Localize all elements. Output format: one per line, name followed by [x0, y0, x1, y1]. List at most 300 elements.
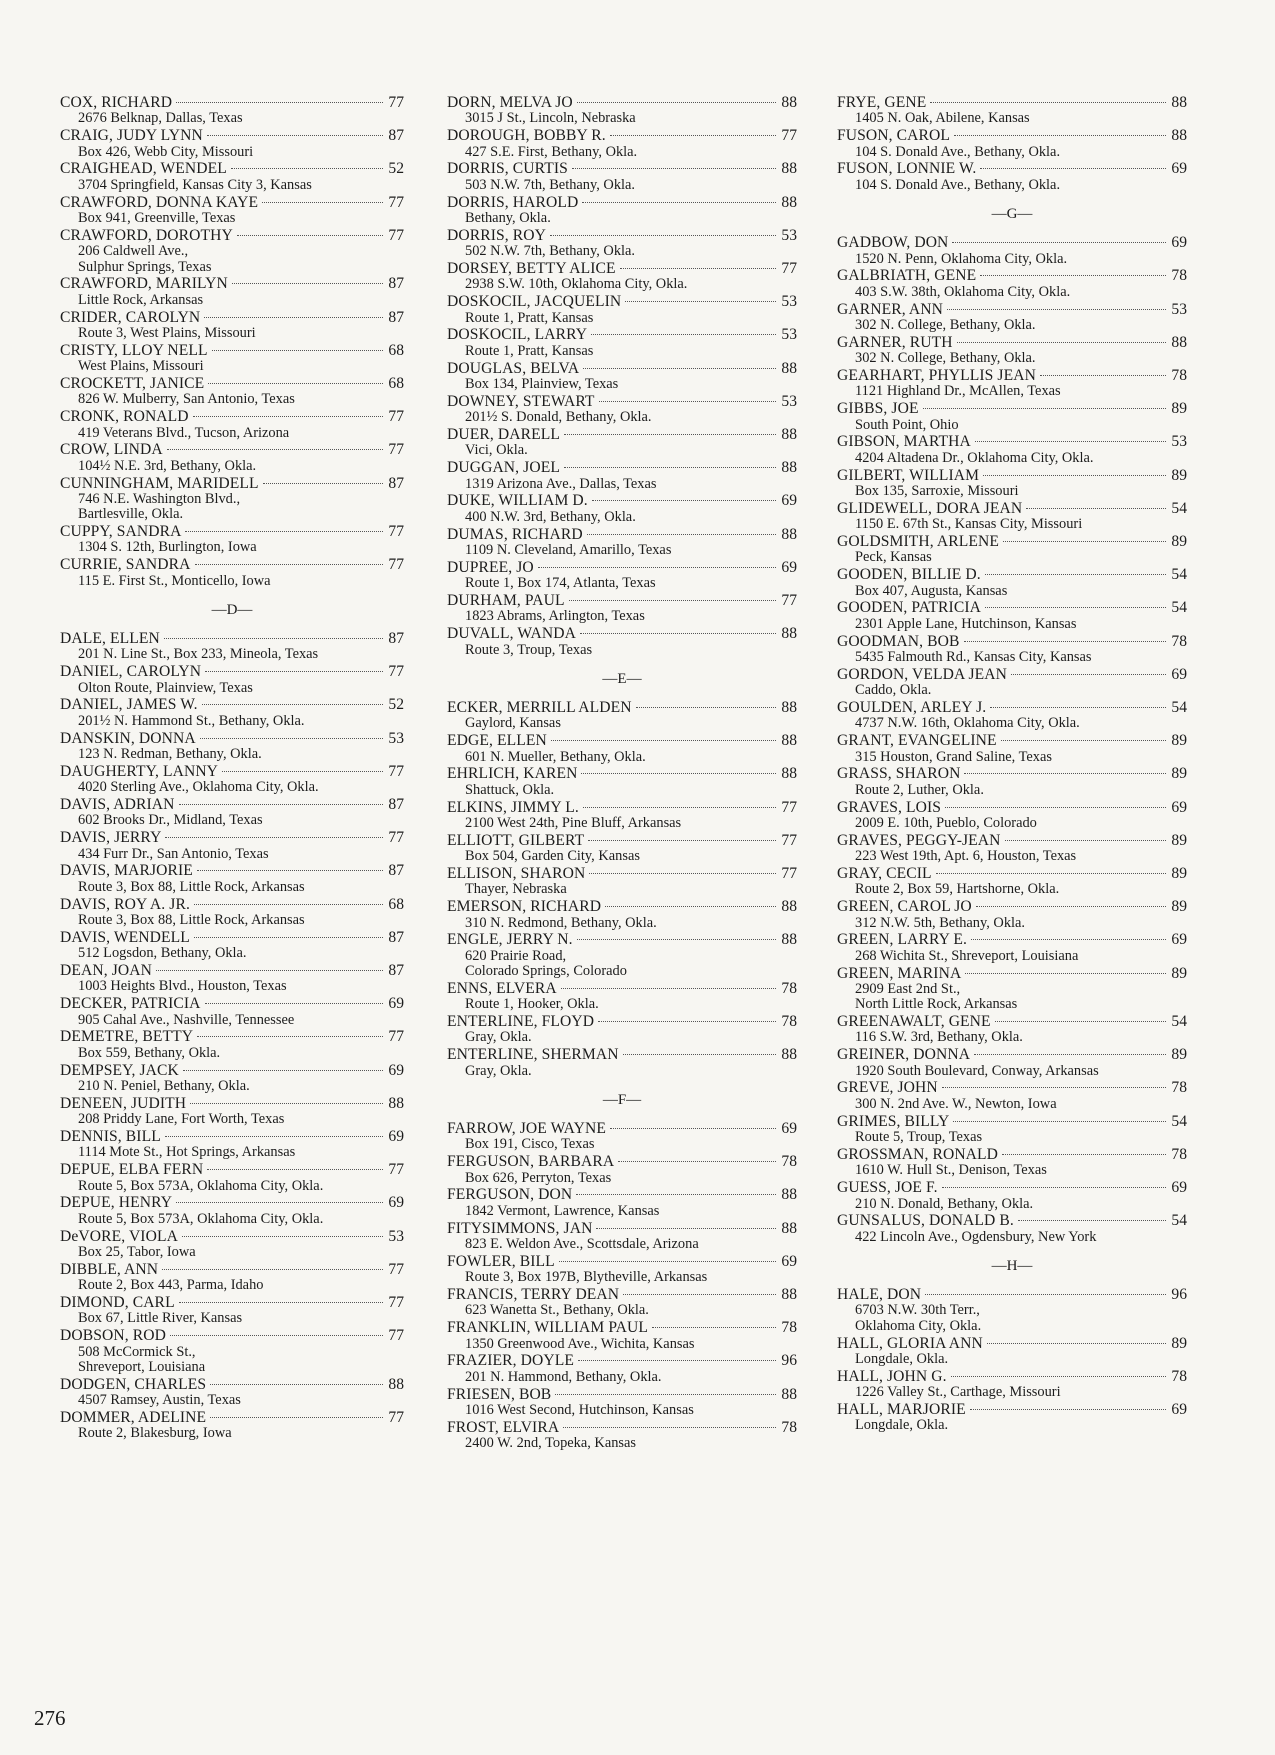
- dot-leader: [164, 638, 383, 639]
- page-reference: 78: [1171, 267, 1187, 285]
- directory-entry: [447, 393, 797, 426]
- page-reference: 88: [1171, 333, 1187, 351]
- dot-leader: [176, 102, 383, 103]
- student-name: FUSON, LONNIE W.: [837, 160, 977, 178]
- entry-name-line: [447, 1286, 797, 1303]
- address-line: Gray, Okla.: [465, 1062, 532, 1079]
- address-line: 2676 Belknap, Dallas, Texas: [78, 110, 243, 127]
- section-letter-heading: —H—: [991, 1258, 1033, 1274]
- page-reference: 88: [781, 1385, 797, 1403]
- directory-entry: [60, 630, 404, 663]
- directory-entry: [60, 862, 404, 895]
- entry-name-line: [447, 94, 797, 111]
- page-reference: 87: [388, 795, 404, 813]
- page-reference: 88: [781, 931, 797, 949]
- student-name: FITYSIMMONS, JAN: [447, 1219, 593, 1237]
- entry-name-line: [447, 559, 797, 576]
- address-line: Route 3, Box 197B, Blytheville, Arkansas: [465, 1269, 708, 1286]
- address-line: Olton Route, Plainview, Texas: [78, 679, 253, 696]
- student-name: ECKER, MERRILL ALDEN: [447, 698, 632, 716]
- address-line: 400 N.W. 3rd, Bethany, Okla.: [465, 508, 636, 525]
- entry-name-line: [447, 1319, 797, 1336]
- page-reference: 87: [388, 629, 404, 647]
- directory-entry: [837, 666, 1187, 699]
- directory-entry: [60, 962, 404, 995]
- page-reference: 88: [781, 94, 797, 111]
- address-line: 123 N. Redman, Bethany, Okla.: [78, 745, 262, 762]
- entry-name-line: [447, 526, 797, 543]
- section-letter-heading: —F—: [602, 1091, 642, 1108]
- dot-leader: [167, 449, 383, 450]
- dot-leader: [942, 1187, 1166, 1188]
- directory-entry: [60, 1261, 404, 1294]
- student-name: CRAIG, JUDY LYNN: [60, 127, 203, 145]
- address-line: 4020 Sterling Ave., Oklahoma City, Okla.: [78, 779, 319, 796]
- directory-entry: [60, 995, 404, 1028]
- page-reference: 87: [388, 862, 404, 880]
- entry-name-line: [60, 929, 404, 946]
- student-name: DEMPSEY, JACK: [60, 1061, 179, 1079]
- address-line: Oklahoma City, Okla.: [855, 1317, 982, 1334]
- student-name: DIMOND, CARL: [60, 1294, 175, 1311]
- directory-entry: [60, 663, 404, 696]
- student-name: GADBOW, DON: [837, 234, 949, 252]
- dot-leader: [210, 1384, 383, 1385]
- page-reference: 53: [1171, 433, 1187, 451]
- entry-name-line: [60, 730, 404, 747]
- entry-name-line: [60, 94, 404, 111]
- page-reference: 88: [781, 732, 797, 750]
- page-reference: 96: [781, 1352, 797, 1370]
- student-name: GREINER, DONNA: [837, 1046, 971, 1064]
- directory-entry: [447, 194, 797, 227]
- page-reference: 78: [1171, 632, 1187, 650]
- dot-leader: [985, 574, 1166, 575]
- dot-leader: [185, 531, 383, 532]
- address-line: 2301 Apple Lane, Hutchinson, Kansas: [855, 615, 1077, 632]
- entry-name-line: [837, 832, 1187, 849]
- address-line: 2938 S.W. 10th, Oklahoma City, Okla.: [465, 276, 688, 293]
- address-line: Route 1, Pratt, Kansas: [465, 309, 594, 326]
- address-line: 208 Priddy Lane, Fort Worth, Texas: [78, 1111, 285, 1128]
- entry-name-line: [837, 533, 1187, 550]
- dot-leader: [550, 235, 776, 236]
- directory-entry: [447, 326, 797, 359]
- directory-entry: [60, 1409, 404, 1442]
- entry-name-line: [447, 1386, 797, 1403]
- directory-entry: [447, 127, 797, 160]
- student-name: CRAWFORD, DOROTHY: [60, 226, 233, 244]
- page-reference: 54: [1171, 1112, 1187, 1130]
- address-line: Bartlesville, Okla.: [78, 506, 184, 523]
- dot-leader: [577, 939, 776, 940]
- address-line: 1520 N. Penn, Oklahoma City, Okla.: [855, 250, 1068, 267]
- student-name: FERGUSON, BARBARA: [447, 1153, 615, 1171]
- directory-entry: [60, 441, 404, 474]
- dot-leader: [976, 906, 1166, 907]
- dot-leader: [620, 268, 776, 269]
- directory-entry: [60, 829, 404, 862]
- dot-leader: [200, 738, 383, 739]
- directory-entry: [447, 832, 797, 865]
- entry-name-line: [837, 1286, 1187, 1303]
- address-line: West Plains, Missouri: [78, 358, 204, 375]
- student-name: CURRIE, SANDRA: [60, 556, 191, 574]
- address-line: 2909 East 2nd St.,: [855, 980, 961, 997]
- dot-leader: [165, 1136, 383, 1137]
- directory-entry: [837, 400, 1187, 433]
- directory-entry: [60, 929, 404, 962]
- page-reference: 87: [388, 961, 404, 979]
- directory-entry: [447, 1220, 797, 1253]
- dot-leader: [581, 773, 776, 774]
- page-reference: 78: [781, 1319, 797, 1337]
- dot-leader: [170, 1335, 383, 1336]
- address-line: 302 N. College, Bethany, Okla.: [855, 316, 1036, 333]
- dot-leader: [577, 102, 776, 103]
- page-reference: 52: [388, 696, 404, 714]
- dot-leader: [194, 937, 383, 938]
- directory-entry: [447, 865, 797, 898]
- address-line: 1226 Valley St., Carthage, Missouri: [855, 1384, 1061, 1401]
- student-name: FRAZIER, DOYLE: [447, 1352, 575, 1370]
- student-name: FUSON, CAROL: [837, 127, 950, 145]
- directory-entry: [447, 1352, 797, 1385]
- address-line: 419 Veterans Blvd., Tucson, Arizona: [78, 424, 290, 441]
- student-name: DURHAM, PAUL: [447, 592, 565, 610]
- entry-name-line: [837, 1013, 1187, 1030]
- dot-leader: [1018, 1220, 1166, 1221]
- student-name: GALBRIATH, GENE: [837, 267, 977, 285]
- page-reference: 69: [388, 1127, 404, 1145]
- entry-name-line: [837, 1335, 1187, 1352]
- address-line: 206 Caldwell Ave.,: [78, 243, 189, 260]
- dot-leader: [193, 416, 383, 417]
- entry-name-line: [447, 931, 797, 948]
- student-name: DORRIS, CURTIS: [447, 160, 568, 178]
- directory-entry: [60, 556, 404, 589]
- dot-leader: [569, 600, 776, 601]
- dot-leader: [930, 102, 1166, 103]
- dot-leader: [190, 1103, 383, 1104]
- address-line: Route 5, Box 573A, Oklahoma City, Okla.: [78, 1177, 324, 1194]
- directory-entry: [837, 127, 1187, 160]
- student-name: ENNS, ELVERA: [447, 979, 557, 997]
- address-line: 201½ N. Hammond St., Bethany, Okla.: [78, 712, 305, 729]
- directory-entry: [60, 1128, 404, 1161]
- dot-leader: [971, 939, 1166, 940]
- entry-name-line: [60, 1228, 404, 1245]
- page-reference: 88: [781, 525, 797, 543]
- page-reference: 87: [388, 127, 404, 145]
- student-name: FROST, ELVIRA: [447, 1418, 560, 1436]
- address-line: Bethany, Okla.: [465, 210, 551, 227]
- entry-name-line: [447, 492, 797, 509]
- student-name: DECKER, PATRICIA: [60, 995, 201, 1013]
- page-reference: 69: [1171, 931, 1187, 949]
- address-line: South Point, Ohio: [855, 416, 959, 433]
- directory-entry: [837, 1401, 1187, 1434]
- dot-leader: [964, 773, 1166, 774]
- entry-name-line: [447, 1046, 797, 1063]
- directory-entry: [837, 367, 1187, 400]
- directory-entry: [837, 1212, 1187, 1245]
- address-line: 115 E. First St., Monticello, Iowa: [78, 572, 271, 589]
- student-name: GARNER, RUTH: [837, 333, 953, 351]
- entry-name-line: [60, 342, 404, 359]
- directory-entry: [837, 566, 1187, 599]
- student-name: GIBBS, JOE: [837, 400, 919, 418]
- dot-leader: [561, 988, 776, 989]
- address-line: 201½ S. Donald, Bethany, Okla.: [465, 409, 652, 426]
- entry-name-line: [60, 829, 404, 846]
- directory-entry: [60, 342, 404, 375]
- dot-leader: [990, 707, 1166, 708]
- directory-entry: [837, 732, 1187, 765]
- student-name: CUPPY, SANDRA: [60, 523, 182, 541]
- page-reference: 77: [388, 523, 404, 541]
- dot-leader: [975, 441, 1166, 442]
- page-reference: 88: [781, 698, 797, 716]
- student-name: GOODEN, PATRICIA: [837, 599, 981, 617]
- address-line: 4507 Ramsey, Austin, Texas: [78, 1392, 241, 1409]
- address-line: 427 S.E. First, Bethany, Okla.: [465, 143, 638, 160]
- address-line: 3704 Springfield, Kansas City 3, Kansas: [78, 176, 312, 193]
- entry-name-line: [447, 160, 797, 177]
- address-line: 4737 N.W. 16th, Oklahoma City, Okla.: [855, 715, 1080, 732]
- entry-name-line: [837, 1146, 1187, 1163]
- address-line: 508 McCormick St.,: [78, 1343, 196, 1360]
- student-name: GORDON, VELDA JEAN: [837, 665, 1008, 683]
- entry-name-line: [447, 227, 797, 244]
- address-line: 312 N.W. 5th, Bethany, Okla.: [855, 914, 1026, 931]
- directory-entry: [447, 492, 797, 525]
- dot-leader: [176, 1202, 383, 1203]
- dot-leader: [179, 1302, 383, 1303]
- student-name: DAVIS, JERRY: [60, 829, 162, 847]
- directory-entry: [60, 375, 404, 408]
- address-line: 1405 N. Oak, Abilene, Kansas: [855, 110, 1030, 127]
- entry-name-line: [837, 699, 1187, 716]
- entry-name-line: [60, 127, 404, 144]
- address-line: 300 N. 2nd Ave. W., Newton, Iowa: [855, 1095, 1057, 1112]
- address-line: 601 N. Mueller, Bethany, Okla.: [465, 748, 646, 765]
- address-line: 1319 Arizona Ave., Dallas, Texas: [465, 475, 657, 492]
- dot-leader: [194, 904, 383, 905]
- directory-entry: [60, 1194, 404, 1227]
- directory-entry: [60, 1161, 404, 1194]
- address-line: 1610 W. Hull St., Denison, Texas: [855, 1162, 1047, 1179]
- directory-entry: [837, 931, 1187, 964]
- directory-entry: [837, 865, 1187, 898]
- directory-entry: [837, 965, 1187, 1013]
- directory-entry: [447, 931, 797, 979]
- entry-name-line: [60, 1294, 404, 1311]
- directory-entry: [447, 160, 797, 193]
- directory-entry: [837, 234, 1187, 267]
- student-name: GRIMES, BILLY: [837, 1112, 950, 1130]
- address-line: 2009 E. 10th, Pueblo, Colorado: [855, 814, 1037, 831]
- address-line: 1109 N. Cleveland, Amarillo, Texas: [465, 542, 672, 559]
- directory-entry: [447, 592, 797, 625]
- directory-entry: [60, 896, 404, 929]
- entry-name-line: [447, 127, 797, 144]
- section-letter-heading: —D—: [211, 601, 253, 618]
- page-reference: 77: [388, 1260, 404, 1278]
- directory-entry: [447, 559, 797, 592]
- address-line: Route 3, West Plains, Missouri: [78, 324, 256, 341]
- page-reference: 77: [388, 226, 404, 244]
- entry-name-line: [447, 1352, 797, 1369]
- dot-leader: [262, 202, 383, 203]
- directory-entry: [447, 360, 797, 393]
- directory-entry: [60, 523, 404, 556]
- address-line: 302 N. College, Bethany, Okla.: [855, 350, 1036, 367]
- directory-entry: [60, 796, 404, 829]
- page-reference: 88: [781, 1219, 797, 1237]
- page-reference: 69: [781, 1119, 797, 1137]
- directory-entry: [837, 533, 1187, 566]
- dot-leader: [954, 135, 1166, 136]
- page-reference: 77: [388, 762, 404, 780]
- directory-entry: [837, 898, 1187, 931]
- student-name: FRIESEN, BOB: [447, 1385, 552, 1403]
- dot-leader: [1040, 375, 1166, 376]
- entry-name-line: [447, 765, 797, 782]
- directory-entry: [60, 309, 404, 342]
- address-line: Caddo, Okla.: [855, 682, 932, 699]
- entry-name-line: [447, 326, 797, 343]
- student-name: CROCKETT, JANICE: [60, 374, 205, 392]
- directory-entry: [837, 1286, 1187, 1334]
- directory-entry: [447, 732, 797, 765]
- entry-name-line: [60, 663, 404, 680]
- page-reference: 77: [388, 1408, 404, 1426]
- dot-leader: [165, 837, 383, 838]
- entry-name-line: [447, 194, 797, 211]
- directory-entry: [447, 526, 797, 559]
- page-reference: 88: [781, 1286, 797, 1303]
- directory-entry: [837, 334, 1187, 367]
- entry-name-line: [60, 441, 404, 458]
- entry-name-line: [837, 267, 1187, 284]
- dot-leader: [210, 1417, 383, 1418]
- dot-leader: [202, 704, 383, 705]
- dot-leader: [195, 564, 384, 565]
- student-name: GARNER, ANN: [837, 300, 943, 318]
- student-name: EDGE, ELLEN: [447, 732, 547, 750]
- student-name: GOODEN, BILLIE D.: [837, 566, 981, 584]
- entry-name-line: [60, 1161, 404, 1178]
- page-reference: 77: [388, 94, 404, 111]
- entry-name-line: [447, 592, 797, 609]
- student-name: DUER, DARELL: [447, 426, 560, 444]
- page-reference: 77: [388, 1294, 404, 1311]
- page-reference: 89: [1171, 732, 1187, 750]
- dot-leader: [587, 534, 776, 535]
- page-reference: 89: [1171, 466, 1187, 484]
- dot-leader: [207, 1169, 383, 1170]
- address-line: Box 407, Augusta, Kansas: [855, 582, 1008, 599]
- dot-leader: [965, 973, 1166, 974]
- directory-entry: [837, 94, 1187, 127]
- directory-entry: [60, 275, 404, 308]
- entry-name-line: [837, 1368, 1187, 1385]
- entry-name-line: [60, 556, 404, 573]
- student-name: DUVALL, WANDA: [447, 625, 576, 643]
- directory-entry: [447, 625, 797, 658]
- page-reference: 69: [388, 1061, 404, 1079]
- entry-name-line: [837, 234, 1187, 251]
- dot-leader: [179, 804, 383, 805]
- student-name: GREEN, CAROL JO: [837, 898, 972, 916]
- address-line: 104 S. Donald Ave., Bethany, Okla.: [855, 176, 1061, 193]
- directory-entry: [447, 799, 797, 832]
- page-reference: 96: [1171, 1286, 1187, 1303]
- dot-leader: [925, 1294, 1166, 1295]
- address-line: Box 67, Little River, Kansas: [78, 1310, 243, 1327]
- student-name: GREENAWALT, GENE: [837, 1013, 991, 1031]
- address-line: 210 N. Peniel, Bethany, Okla.: [78, 1077, 250, 1094]
- page-reference: 89: [1171, 898, 1187, 916]
- student-name: FERGUSON, DON: [447, 1186, 573, 1204]
- student-name: DUPREE, JO: [447, 558, 534, 576]
- dot-leader: [1005, 840, 1166, 841]
- student-name: DENEEN, JUDITH: [60, 1094, 187, 1112]
- address-line: Vici, Okla.: [465, 442, 528, 459]
- directory-entry: [447, 1319, 797, 1352]
- page-reference: 78: [781, 979, 797, 997]
- student-name: DOSKOCIL, JACQUELIN: [447, 293, 622, 311]
- dot-leader: [610, 1128, 776, 1129]
- directory-entry: [837, 160, 1187, 193]
- entry-name-line: [837, 1179, 1187, 1196]
- section-letter-heading: —E—: [602, 670, 642, 687]
- address-line: 3015 J St., Lincoln, Nebraska: [465, 110, 636, 127]
- dot-leader: [605, 906, 776, 907]
- entry-name-line: [60, 475, 404, 492]
- directory-entry: [60, 1095, 404, 1128]
- dot-leader: [936, 873, 1166, 874]
- entry-name-line: [60, 375, 404, 392]
- directory-entry: [60, 1062, 404, 1095]
- entry-name-line: [60, 995, 404, 1012]
- entry-name-line: [60, 630, 404, 647]
- directory-entry: [447, 1153, 797, 1186]
- address-line: Box 135, Sarroxie, Missouri: [855, 482, 1019, 499]
- directory-entry: [837, 1179, 1187, 1212]
- entry-name-line: [60, 408, 404, 425]
- student-name: GUNSALUS, DONALD B.: [837, 1212, 1014, 1230]
- student-name: EMERSON, RICHARD: [447, 898, 602, 916]
- entry-name-line: [447, 799, 797, 816]
- entry-name-line: [837, 666, 1187, 683]
- address-line: 502 N.W. 7th, Bethany, Okla.: [465, 243, 636, 260]
- entry-name-line: [60, 1062, 404, 1079]
- entry-name-line: [60, 1327, 404, 1344]
- directory-entry: [837, 467, 1187, 500]
- entry-name-line: [60, 1376, 404, 1393]
- directory-entry: [837, 301, 1187, 334]
- address-line: 1114 Mote St., Hot Springs, Arkansas: [78, 1144, 296, 1161]
- dot-leader: [232, 283, 383, 284]
- page-reference: 54: [1171, 698, 1187, 716]
- page-reference: 53: [781, 293, 797, 311]
- page-reference: 77: [388, 556, 404, 574]
- address-line: Longdale, Okla.: [855, 1350, 949, 1367]
- entry-name-line: [60, 194, 404, 211]
- address-line: Thayer, Nebraska: [465, 881, 567, 898]
